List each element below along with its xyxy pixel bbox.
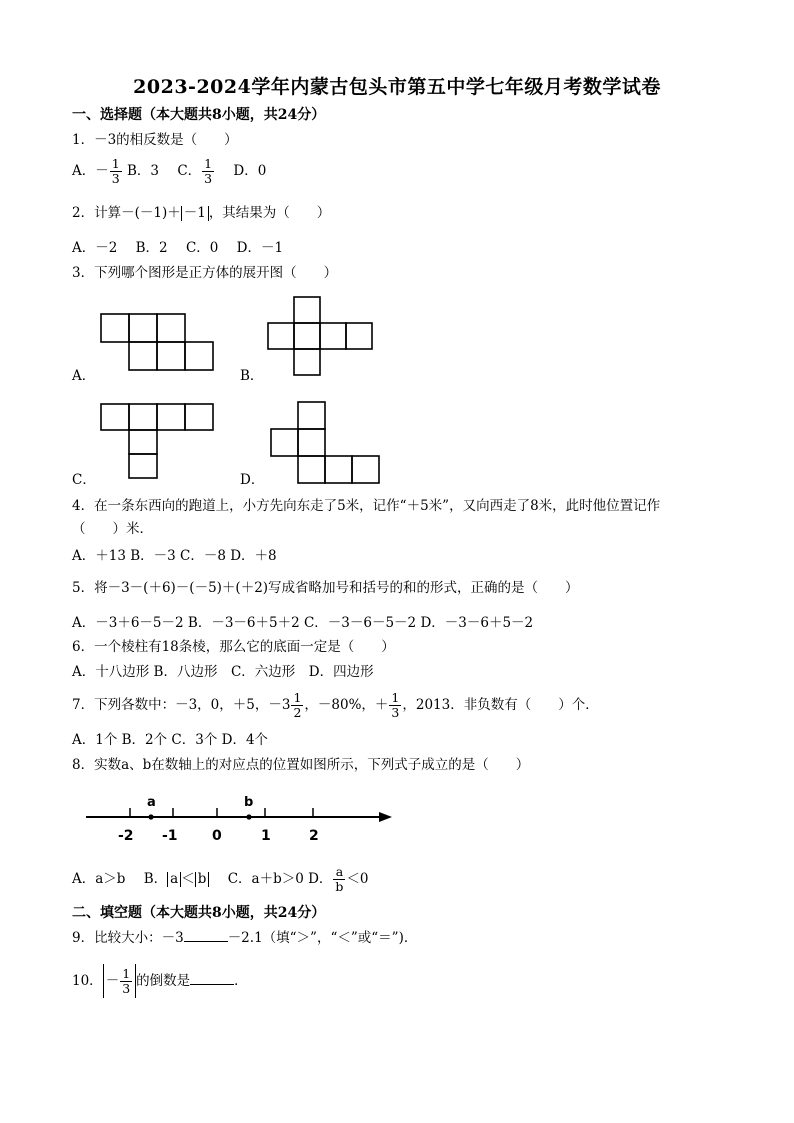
q7-stem: 7．下列各数中：－3，0，＋5，－3 $\frac{1}{2}$ ，－80%，＋ $\frac{1}{3}$ ，2013．非负数有（ ）个．	[72, 690, 599, 720]
answer-blank[interactable]	[184, 929, 228, 942]
tick-label: 2	[309, 828, 319, 844]
q3-label-d: D．	[240, 472, 265, 488]
q2-option-c: C．0	[185, 240, 219, 256]
q2-option-b: B．2	[135, 240, 168, 256]
q2-option-a: A．－2	[72, 240, 118, 256]
q6-stem: 6．一个棱柱有18条棱，那么它的底面一定是（ ）	[72, 639, 395, 655]
q8-option-d: D． $\frac{a}{b}$ ＜0	[308, 864, 369, 894]
q1-option-b: B．3	[127, 163, 160, 179]
q2-options	[72, 239, 283, 257]
tick-label: 0	[212, 828, 222, 844]
fraction: $\frac{1}{2}$	[293, 690, 302, 720]
tick-label: 1	[261, 828, 271, 844]
q8-options	[72, 862, 369, 896]
fraction: $\frac{a}{b}$	[335, 864, 344, 894]
section-heading-fill: 二、填空题（本大题共8小题，共24分）	[72, 905, 326, 921]
fraction: $\frac{1}{3}$	[122, 966, 131, 996]
q4-stem-line2: （ ）米．	[72, 521, 153, 537]
arrow-icon	[379, 812, 392, 822]
q8-option-a: A．a＞b	[72, 871, 126, 887]
net-figure-c	[100, 403, 216, 479]
q4-stem-line1: 4．在一条东西向的跑道上，小方先向东走了5米，记作“＋5米”，又向西走了8米，此时他位置记作	[72, 498, 661, 514]
net-figure-a	[100, 313, 218, 373]
q3-label-b: B．	[240, 368, 264, 384]
q2-stem: 2．计算－(－1)＋ －1 ，其结果为（ ）	[72, 205, 331, 221]
point-b-label: b	[244, 795, 254, 810]
tick-label: -1	[162, 828, 178, 844]
q9-stem: 9．比较大小：－3 －2.1（填“＞”，“＜”或“＝”)．	[72, 930, 418, 946]
q8-option-c: C．a＋b＞0	[227, 871, 304, 887]
q8-stem: 8．实数a、b在数轴上的对应点的位置如图所示，下列式子成立的是（ ）	[72, 757, 530, 773]
q5-options: A．－3＋6－5－2 B．－3－6＋5＋2 C．－3－6－5－2 D．－3－6＋5－2	[72, 615, 534, 631]
point-a-label: a	[147, 795, 156, 810]
page-title: 2023-2024学年内蒙古包头市第五中学七年级月考数学试卷	[133, 76, 661, 98]
fraction: $\frac{1}{3}$	[391, 690, 400, 720]
q1-option-d: D．0	[233, 163, 267, 179]
tick-label: -2	[118, 828, 134, 844]
number-line-figure	[82, 790, 394, 850]
q8-option-b: B． a ＜ b	[144, 871, 210, 887]
q4-options: A．＋13 B．－3 C．－8 D．＋8	[72, 548, 277, 564]
q1-option-a: A．－ $\frac{1}{3}$	[72, 156, 120, 186]
q7-options: A．1个 B．2个 C．3个 D．4个	[72, 732, 269, 748]
net-figure-b	[266, 296, 380, 378]
net-figure-d	[270, 401, 384, 485]
section-heading-choice: 一、选择题（本大题共8小题，共24分）	[72, 107, 326, 123]
absolute-value: － $\frac{1}{3}$	[103, 964, 136, 998]
q1-option-c: C． $\frac{1}{3}$	[177, 156, 213, 186]
q3-label-a: A．	[72, 368, 96, 384]
point-b-dot	[246, 814, 251, 819]
fraction: $\frac{1}{3}$	[204, 156, 213, 186]
point-a-dot	[148, 814, 153, 819]
q2-option-d: D．－1	[236, 240, 284, 256]
q5-stem: 5．将－3－(＋6)－(－5)＋(＋2)写成省略加号和括号的和的形式，正确的是（ ）	[72, 580, 579, 596]
fraction: $\frac{1}{3}$	[111, 156, 120, 186]
q10-stem: 10． － $\frac{1}{3}$ 的倒数是 ．	[72, 966, 248, 996]
q3-label-c: C．	[72, 472, 96, 488]
q1-options	[72, 154, 266, 188]
answer-blank[interactable]	[190, 972, 234, 985]
q3-stem: 3．下列哪个图形是正方体的展开图（ ）	[72, 265, 338, 281]
q1-stem: 1．－3的相反数是（ ）	[72, 132, 238, 148]
q6-options: A．十八边形 B．八边形 C．六边形 D．四边形	[72, 664, 374, 680]
absolute-value: －1	[181, 206, 209, 221]
